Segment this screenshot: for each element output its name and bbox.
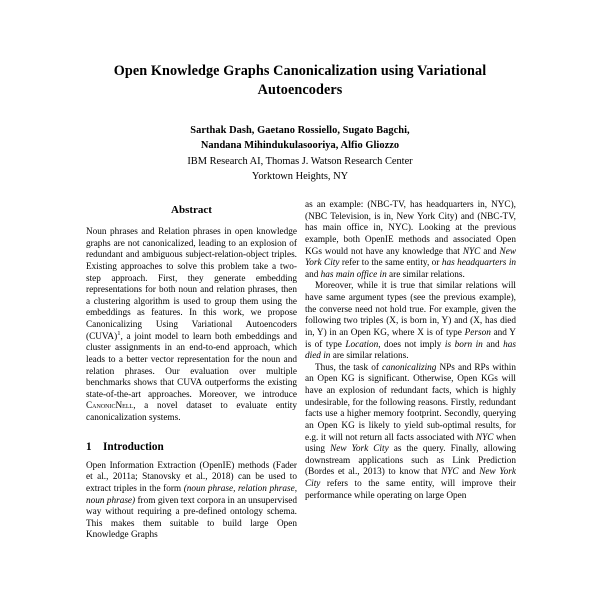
author-line-1: Sarthak Dash, Gaetano Rossiello, Sugato Bagchi, (190, 125, 410, 136)
right-p3-seg1: Thus, the task of (315, 362, 382, 373)
right-pc-seg2: and (480, 246, 500, 257)
abstract-text-part-3: , a novel dataset to evaluate entity canonicalization systems. (86, 401, 297, 423)
right-p2-italic2: Location (345, 339, 379, 350)
right-p2-seg1: Moreover, while it is true that similar relations will have same argument types (see the previous example), the converse need not hold true. For example, given the following two triples (X, is born in, Y) and (X, has died in, Y) in an Open KG, where X is of type (305, 281, 516, 338)
right-p3-italic5: New York City (305, 467, 516, 489)
page-title: Open Knowledge Graphs Canonicalization using Variational Autoencoders (113, 63, 487, 98)
right-pc-italic3: has headquarters in (441, 258, 516, 269)
right-p2-seg4: and (482, 339, 504, 350)
intro-p1-seg1: Open Information Extraction (OpenIE) methods (Fader et al., 2011a; Stanovsky et al., 2018) can be used to extract triples in the form (86, 460, 297, 494)
right-p3-italic1: canonicalizing (381, 362, 437, 373)
right-paragraph-3 (305, 363, 516, 503)
right-pc-seg1: as an example: (NBC-TV, has headquarters in, NYC), (NBC Television, is in, New York City) and (NBC-TV, has main office in, NYC). Looking at the previous example, both OpenIE methods and associated Open KGs would not have any knowledge that (305, 200, 516, 257)
right-pc-seg5: are similar relations. (386, 269, 465, 280)
column-right (305, 200, 516, 600)
right-p2-italic1: Person (464, 327, 491, 338)
abstract-text (86, 227, 297, 425)
right-pc-italic2: New York City (305, 246, 516, 269)
intro-p1-italic1: (noun phrase, relation phrase, noun phrase) (86, 483, 297, 506)
right-p3-seg3: when using (305, 432, 516, 455)
intro-p1-seg2: from given text corpora in an unsupervised way without requiring a pre-defined ontology schema. This makes them suitable to build large Open Knowledge Graphs (86, 495, 297, 541)
right-p2-seg2: and Y is of type (305, 327, 516, 350)
footnote-marker[interactable]: 1 (117, 329, 121, 337)
right-p3-seg6: refers to the same entity, will improve their performance while operating on large Open (305, 479, 516, 501)
right-pc-italic4: has main office in (320, 269, 387, 280)
paper-masthead (0, 0, 600, 184)
right-p3-seg4: as the query. Finally, allowing downstream applications such as Link Prediction (Bordes et al., 2013) to know that (305, 444, 516, 478)
section-heading-introduction (86, 441, 297, 453)
right-p3-seg2: NPs and RPs within an Open KG is significant. Otherwise, Open KGs will have an explosion of redundant facts, which is highly undesirable, for the following reasons. Firstly, redundant facts use a higher memory footprint. Secondly, querying an Open KG is likely to yield sub-optimal results, for e.g. it will not return all facts associated with (305, 362, 516, 443)
right-p3-italic3: New York City (330, 444, 389, 455)
abstract-text-part-2: , a joint model to learn both embeddings and cluster assignments in an end-to-end approach, which leads to a better vector representation for the noun and relation phrases. Our evaluation over multiple benchmarks shows that CUVA outperforms the existing state-of-the-art approaches. Moreover, we introduce (86, 331, 297, 400)
right-pc-seg4: and (305, 269, 321, 280)
right-paragraph-2 (305, 281, 516, 362)
affiliation-line-2: Yorktown Heights, NY (251, 170, 349, 182)
intro-paragraph-1 (86, 461, 297, 542)
right-pc-italic1: NYC (462, 246, 481, 257)
abstract-text-part-1: Noun phrases and Relation phrases in open knowledge graphs are not canonicalized, leading to an explosion of redundant and ambiguous subject-relation-object triples. Existing approaches to solve this problem take a two-step approach. First, they generate embedding representations for both noun and relation phrases, then a clustering algorithm is used to group them using the embeddings as features. In this work, we propose Canonicalizing Using Variational Autoencoders (CUVA) (86, 227, 297, 342)
affiliation (70, 155, 530, 184)
abstract-heading: Abstract (171, 204, 212, 216)
affiliation-line-1: IBM Research AI, Thomas J. Watson Research Center (187, 156, 413, 167)
column-left (86, 200, 297, 600)
right-paragraph-continued (305, 200, 516, 281)
right-pc-seg3: refer to the same entity, or (339, 258, 442, 269)
dataset-name: CanonicNell (86, 401, 134, 412)
section-number: 1 (86, 440, 92, 453)
body-columns (0, 200, 600, 600)
author-list (70, 124, 530, 153)
section-title: Introduction (103, 440, 164, 453)
right-p2-seg3: , does not imply (378, 339, 445, 350)
author-line-2: Nandana Mihindukulasooriya, Alfio Gliozzo (200, 139, 400, 151)
right-p3-italic2: NYC (475, 432, 494, 443)
right-p2-italic4: has died in (305, 339, 516, 362)
right-p3-seg5: and (458, 467, 480, 478)
right-p2-italic3: is born in (444, 339, 483, 350)
right-p3-italic4: NYC (441, 467, 459, 478)
right-p2-seg5: are similar relations. (330, 351, 409, 362)
